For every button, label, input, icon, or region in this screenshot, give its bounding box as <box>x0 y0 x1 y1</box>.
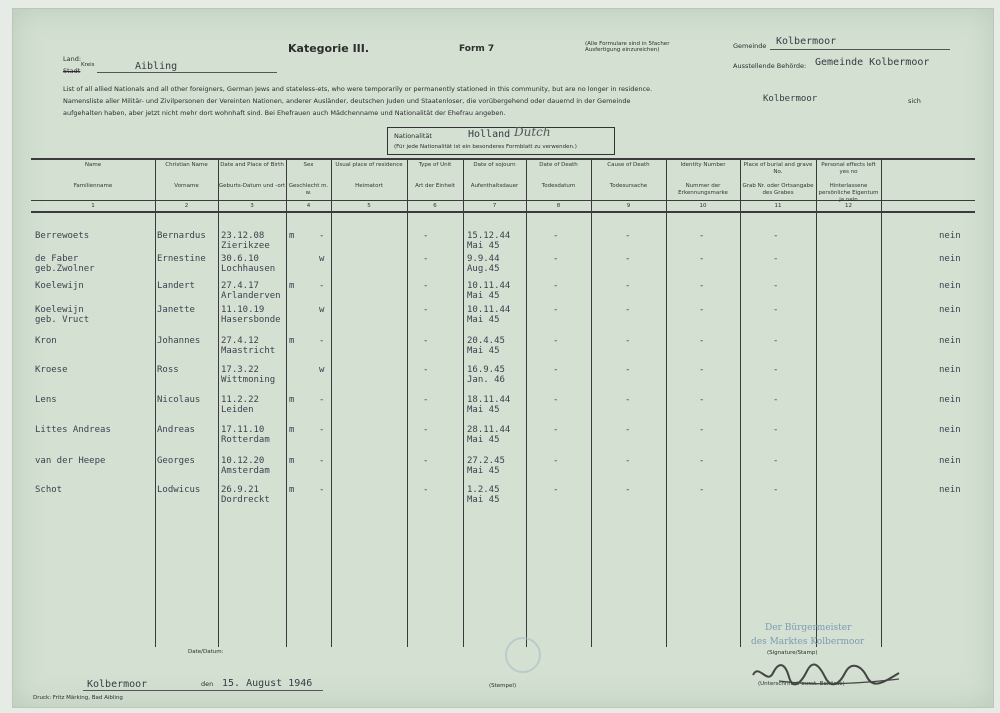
stadt-label: Stadt <box>63 67 81 75</box>
row-birth-date: 26.9.21 <box>221 485 259 495</box>
row-sex-dash: - <box>319 485 325 495</box>
row-birth-date: 10.12.20 <box>221 456 265 466</box>
row-name: Berrewoets <box>35 231 90 241</box>
row-sojourn-to: Jan. 46 <box>467 375 505 385</box>
row-birth-date: 30.6.10 <box>221 254 259 264</box>
row-sojourn-from: 20.4.45 <box>467 336 505 346</box>
row-sex: m <box>289 231 295 241</box>
row-sojourn-to: Mai 45 <box>467 315 500 325</box>
column-divider <box>463 158 464 647</box>
row-vorname: Nicolaus <box>157 395 201 405</box>
column-number: 7 <box>492 203 497 209</box>
row-effects-nein: nein <box>939 425 961 435</box>
row-sojourn-to: Mai 45 <box>467 435 500 445</box>
row-sex: m <box>289 395 295 405</box>
column-number: 9 <box>626 203 631 209</box>
row-vorname: Johannes <box>157 336 201 346</box>
column-number: 10 <box>699 203 707 209</box>
row-death-date: - <box>553 395 559 405</box>
submission-note: (Alle Formulare sind in 5facher Ausfertigung einzureichen) <box>585 41 670 53</box>
row-death-date: - <box>553 254 559 264</box>
row-effects-nein: nein <box>939 231 961 241</box>
row-birth-place: Amsterdam <box>221 466 270 476</box>
column-header-en: Cause of Death <box>607 162 650 168</box>
row-identity-number: - <box>699 425 705 435</box>
column-header-en: Type of Unit <box>418 162 452 168</box>
row-unit: - <box>423 336 429 346</box>
row-sojourn-from: 10.11.44 <box>467 281 511 291</box>
column-header-de: Vorname <box>174 183 199 189</box>
column-divider <box>881 158 882 647</box>
kreis-value: Aibling <box>135 61 178 72</box>
row-sojourn-from: 10.11.44 <box>467 305 511 315</box>
row-birth-place: Dordreckt <box>221 495 270 505</box>
signature-label: (Signature/Stamp) <box>767 650 818 656</box>
column-divider <box>666 158 667 647</box>
row-effects-nein: nein <box>939 305 961 315</box>
column-header-de: Hinterlassene persönliche Eigentum ja nein <box>818 183 879 203</box>
row-sojourn-from: 27.2.45 <box>467 456 505 466</box>
row-sex: m <box>289 456 295 466</box>
row-vorname: Ernestine <box>157 254 206 264</box>
row-birth-place: Arlanderven <box>221 291 281 301</box>
form-number: Form 7 <box>459 44 495 54</box>
row-name: Schot <box>35 485 63 495</box>
row-sex: m <box>289 425 295 435</box>
column-header-en: Sex <box>303 162 314 168</box>
row-vorname: Janette <box>157 305 195 315</box>
row-sojourn-from: 9.9.44 <box>467 254 500 264</box>
column-divider <box>155 158 156 647</box>
row-vorname: Landert <box>157 281 195 291</box>
row-death-cause: - <box>625 281 631 291</box>
row-birth-date: 11.2.22 <box>221 395 259 405</box>
row-grave: - <box>773 425 779 435</box>
row-name: Kron <box>35 336 57 346</box>
row-sojourn-to: Mai 45 <box>467 291 500 301</box>
footer-date: 15. August 1946 <box>222 678 313 689</box>
column-divider <box>331 158 332 647</box>
row-name: van der Heepe <box>35 456 106 466</box>
row-sojourn-from: 1.2.45 <box>467 485 500 495</box>
row-death-cause: - <box>625 231 631 241</box>
row-sex: w <box>319 305 325 315</box>
row-sojourn-to: Mai 45 <box>467 346 500 356</box>
row-name: Lens <box>35 395 57 405</box>
row-name: Koelewijn <box>35 305 84 315</box>
gemeinde-value: Kolbermoor <box>776 36 837 47</box>
row-unit: - <box>423 365 429 375</box>
row-vorname: Bernardus <box>157 231 206 241</box>
column-header-en: Date and Place of Birth <box>220 162 284 168</box>
column-header-de: Todesursache <box>609 183 648 189</box>
row-effects-nein: nein <box>939 456 961 466</box>
intro-line-german-2: aufgehalten haben, aber jetzt nicht mehr dort wohnhaft sind. Bei Ehefrauen auch Mädchenname und Nationalität der Ehefrau angeben. <box>63 109 506 117</box>
column-header-de: Aufenthaltsdauer <box>470 183 519 189</box>
row-sojourn-from: 28.11.44 <box>467 425 511 435</box>
row-death-cause: - <box>625 254 631 264</box>
column-header-de: Geburts-Datum und -ort <box>218 183 286 189</box>
row-death-date: - <box>553 425 559 435</box>
column-header-en: Date of Death <box>539 162 578 168</box>
column-header-en: Usual place of residence <box>335 162 403 168</box>
mayor-stamp-line1: Der Bürgermeister <box>765 623 852 633</box>
row-sex-dash: - <box>319 456 325 466</box>
row-death-cause: - <box>625 425 631 435</box>
row-birth-date: 11.10.19 <box>221 305 265 315</box>
round-stamp <box>505 637 541 673</box>
number-rule <box>31 211 975 213</box>
row-identity-number: - <box>699 336 705 346</box>
intro-community: Kolbermoor <box>763 94 818 104</box>
row-sex-dash: - <box>319 336 325 346</box>
intro-line-german-1: Namensliste aller Militär- und Zivilpersonen der Vereinten Nationen, anderer Ausländer, deutschen Juden und Staatenloser, die vorübergehend oder dauernd in der Gemeinde <box>63 97 631 105</box>
row-name: Koelewijn <box>35 281 84 291</box>
row-death-date: - <box>553 336 559 346</box>
printer-note: Druck: Fritz Märking, Bad Aibling <box>33 695 123 701</box>
document-page <box>12 8 994 708</box>
behoerde-label: Ausstellende Behörde: <box>733 62 807 70</box>
land-label: Land: <box>63 55 82 63</box>
column-number: 1 <box>91 203 95 209</box>
row-birth-place: Hasersbonde <box>221 315 281 325</box>
row-identity-number: - <box>699 485 705 495</box>
column-divider <box>740 158 741 647</box>
column-number: 2 <box>184 203 189 209</box>
behoerde-value: Gemeinde Kolbermoor <box>815 57 930 68</box>
row-sojourn-to: Mai 45 <box>467 241 500 251</box>
kreis-word: Kreis <box>81 62 95 68</box>
row-sex: w <box>319 365 325 375</box>
row-sojourn-to: Mai 45 <box>467 495 500 505</box>
column-header-de: Nummer der Erkennungsmarke <box>678 183 728 196</box>
row-unit: - <box>423 281 429 291</box>
row-grave: - <box>773 305 779 315</box>
row-birth-place: Maastricht <box>221 346 276 356</box>
row-sex: w <box>319 254 325 264</box>
nationality-label: Nationalität <box>394 132 432 140</box>
row-name: Kroese <box>35 365 68 375</box>
row-death-cause: - <box>625 456 631 466</box>
mayor-stamp-line2: des Marktes Kolbermoor <box>751 637 865 647</box>
row-sex: m <box>289 485 295 495</box>
row-sex: m <box>289 336 295 346</box>
row-death-date: - <box>553 305 559 315</box>
row-identity-number: - <box>699 254 705 264</box>
stempel-label: (Stempel) <box>489 683 517 689</box>
row-vorname: Georges <box>157 456 195 466</box>
row-birth-date: 17.3.22 <box>221 365 259 375</box>
column-header-de: Familienname <box>73 183 113 189</box>
row-sojourn-from: 16.9.45 <box>467 365 505 375</box>
column-header-en: Date of sojourn <box>473 162 516 168</box>
footer-place: Kolbermoor <box>87 679 148 690</box>
column-header-de: Heimatort <box>355 183 383 189</box>
datum-label: Date/Datum: <box>188 649 224 655</box>
date-underline <box>83 690 323 691</box>
row-effects-nein: nein <box>939 395 961 405</box>
row-grave: - <box>773 395 779 405</box>
column-number: 5 <box>367 203 371 209</box>
nationality-handwritten: Dutch <box>514 125 551 139</box>
row-grave: - <box>773 336 779 346</box>
row-identity-number: - <box>699 456 705 466</box>
row-death-date: - <box>553 456 559 466</box>
unterschrift-label: (Unterschrift d. ausst. Behörde) <box>758 681 845 687</box>
row-unit: - <box>423 395 429 405</box>
row-sojourn-to: Mai 45 <box>467 466 500 476</box>
row-death-cause: - <box>625 365 631 375</box>
column-divider <box>218 158 219 647</box>
row-name-maiden: geb.Zwolner <box>35 264 95 274</box>
row-vorname: Lodwicus <box>157 485 201 495</box>
gemeinde-label: Gemeinde <box>733 42 767 50</box>
row-birth-place: Leiden <box>221 405 254 415</box>
row-effects-nein: nein <box>939 485 961 495</box>
row-name: Littes Andreas <box>35 425 111 435</box>
row-grave: - <box>773 231 779 241</box>
row-sex-dash: - <box>319 281 325 291</box>
row-birth-date: 27.4.17 <box>221 281 259 291</box>
row-sex-dash: - <box>319 231 325 241</box>
row-birth-date: 27.4.12 <box>221 336 259 346</box>
nationality-note: (Für jede Nationalität ist ein besonderes Formblatt zu verwenden.) <box>394 144 577 150</box>
row-death-date: - <box>553 365 559 375</box>
row-birth-place: Zierikzee <box>221 241 270 251</box>
column-number: 11 <box>774 203 782 209</box>
row-birth-place: Rotterdam <box>221 435 270 445</box>
row-death-cause: - <box>625 336 631 346</box>
column-divider <box>526 158 527 647</box>
intro-line-english: List of all allied Nationals and all other foreigners, German Jews and stateless-ets, who were temporarily or permanently stationed in this community, but are no longer in residence. <box>63 85 653 93</box>
column-header-de: Todesdatum <box>541 183 576 189</box>
row-vorname: Ross <box>157 365 179 375</box>
row-death-cause: - <box>625 485 631 495</box>
row-unit: - <box>423 485 429 495</box>
row-unit: - <box>423 456 429 466</box>
column-divider <box>591 158 592 647</box>
row-unit: - <box>423 425 429 435</box>
row-birth-place: Lochhausen <box>221 264 276 274</box>
row-death-cause: - <box>625 305 631 315</box>
signature-image <box>749 655 909 689</box>
row-effects-nein: nein <box>939 254 961 264</box>
column-number: 6 <box>433 203 437 209</box>
row-death-date: - <box>553 231 559 241</box>
row-sojourn-to: Aug.45 <box>467 264 500 274</box>
row-unit: - <box>423 305 429 315</box>
row-name-maiden: geb. Vruct <box>35 315 90 325</box>
column-header-en: Christian Name <box>165 162 208 168</box>
row-death-date: - <box>553 485 559 495</box>
row-sex: m <box>289 281 295 291</box>
row-identity-number: - <box>699 281 705 291</box>
foreigners-table <box>13 9 993 707</box>
footer-den: den <box>201 680 214 688</box>
row-unit: - <box>423 254 429 264</box>
row-sex-dash: - <box>319 425 325 435</box>
column-header-de: Art der Einheit <box>415 183 455 189</box>
row-identity-number: - <box>699 231 705 241</box>
column-divider <box>286 158 287 647</box>
row-identity-number: - <box>699 305 705 315</box>
row-grave: - <box>773 254 779 264</box>
column-header-en: Name <box>84 162 102 168</box>
row-name: de Faber <box>35 254 79 264</box>
row-effects-nein: nein <box>939 336 961 346</box>
row-sex-dash: - <box>319 395 325 405</box>
row-sojourn-from: 18.11.44 <box>467 395 511 405</box>
row-grave: - <box>773 365 779 375</box>
row-vorname: Andreas <box>157 425 195 435</box>
column-header-en: Place of burial and grave No. <box>743 162 813 175</box>
row-grave: - <box>773 456 779 466</box>
row-unit: - <box>423 231 429 241</box>
row-birth-place: Wittmoning <box>221 375 276 385</box>
row-birth-date: 17.11.10 <box>221 425 265 435</box>
column-number: 4 <box>306 203 311 209</box>
table-top-border <box>31 158 975 160</box>
column-header-en: Identity Number <box>680 162 726 168</box>
column-header-en: Personal effects left yes no <box>821 162 876 175</box>
column-number: 12 <box>845 203 852 209</box>
column-number: 3 <box>250 203 254 209</box>
intro-line-sich: sich <box>908 97 921 105</box>
row-effects-nein: nein <box>939 365 961 375</box>
column-header-de: Geschlecht m. w. <box>288 183 329 196</box>
row-identity-number: - <box>699 395 705 405</box>
row-identity-number: - <box>699 365 705 375</box>
row-effects-nein: nein <box>939 281 961 291</box>
column-number: 8 <box>556 203 561 209</box>
row-birth-date: 23.12.08 <box>221 231 265 241</box>
row-death-date: - <box>553 281 559 291</box>
row-sojourn-from: 15.12.44 <box>467 231 511 241</box>
row-grave: - <box>773 281 779 291</box>
row-sojourn-to: Mai 45 <box>467 405 500 415</box>
column-divider <box>816 158 817 647</box>
nationality-value: Holland <box>468 129 511 140</box>
kategorie-title: Kategorie III. <box>288 42 370 55</box>
column-divider <box>407 158 408 647</box>
column-header-de: Grab Nr. oder Ortsangabe des Grabes <box>742 183 814 196</box>
row-grave: - <box>773 485 779 495</box>
row-death-cause: - <box>625 395 631 405</box>
